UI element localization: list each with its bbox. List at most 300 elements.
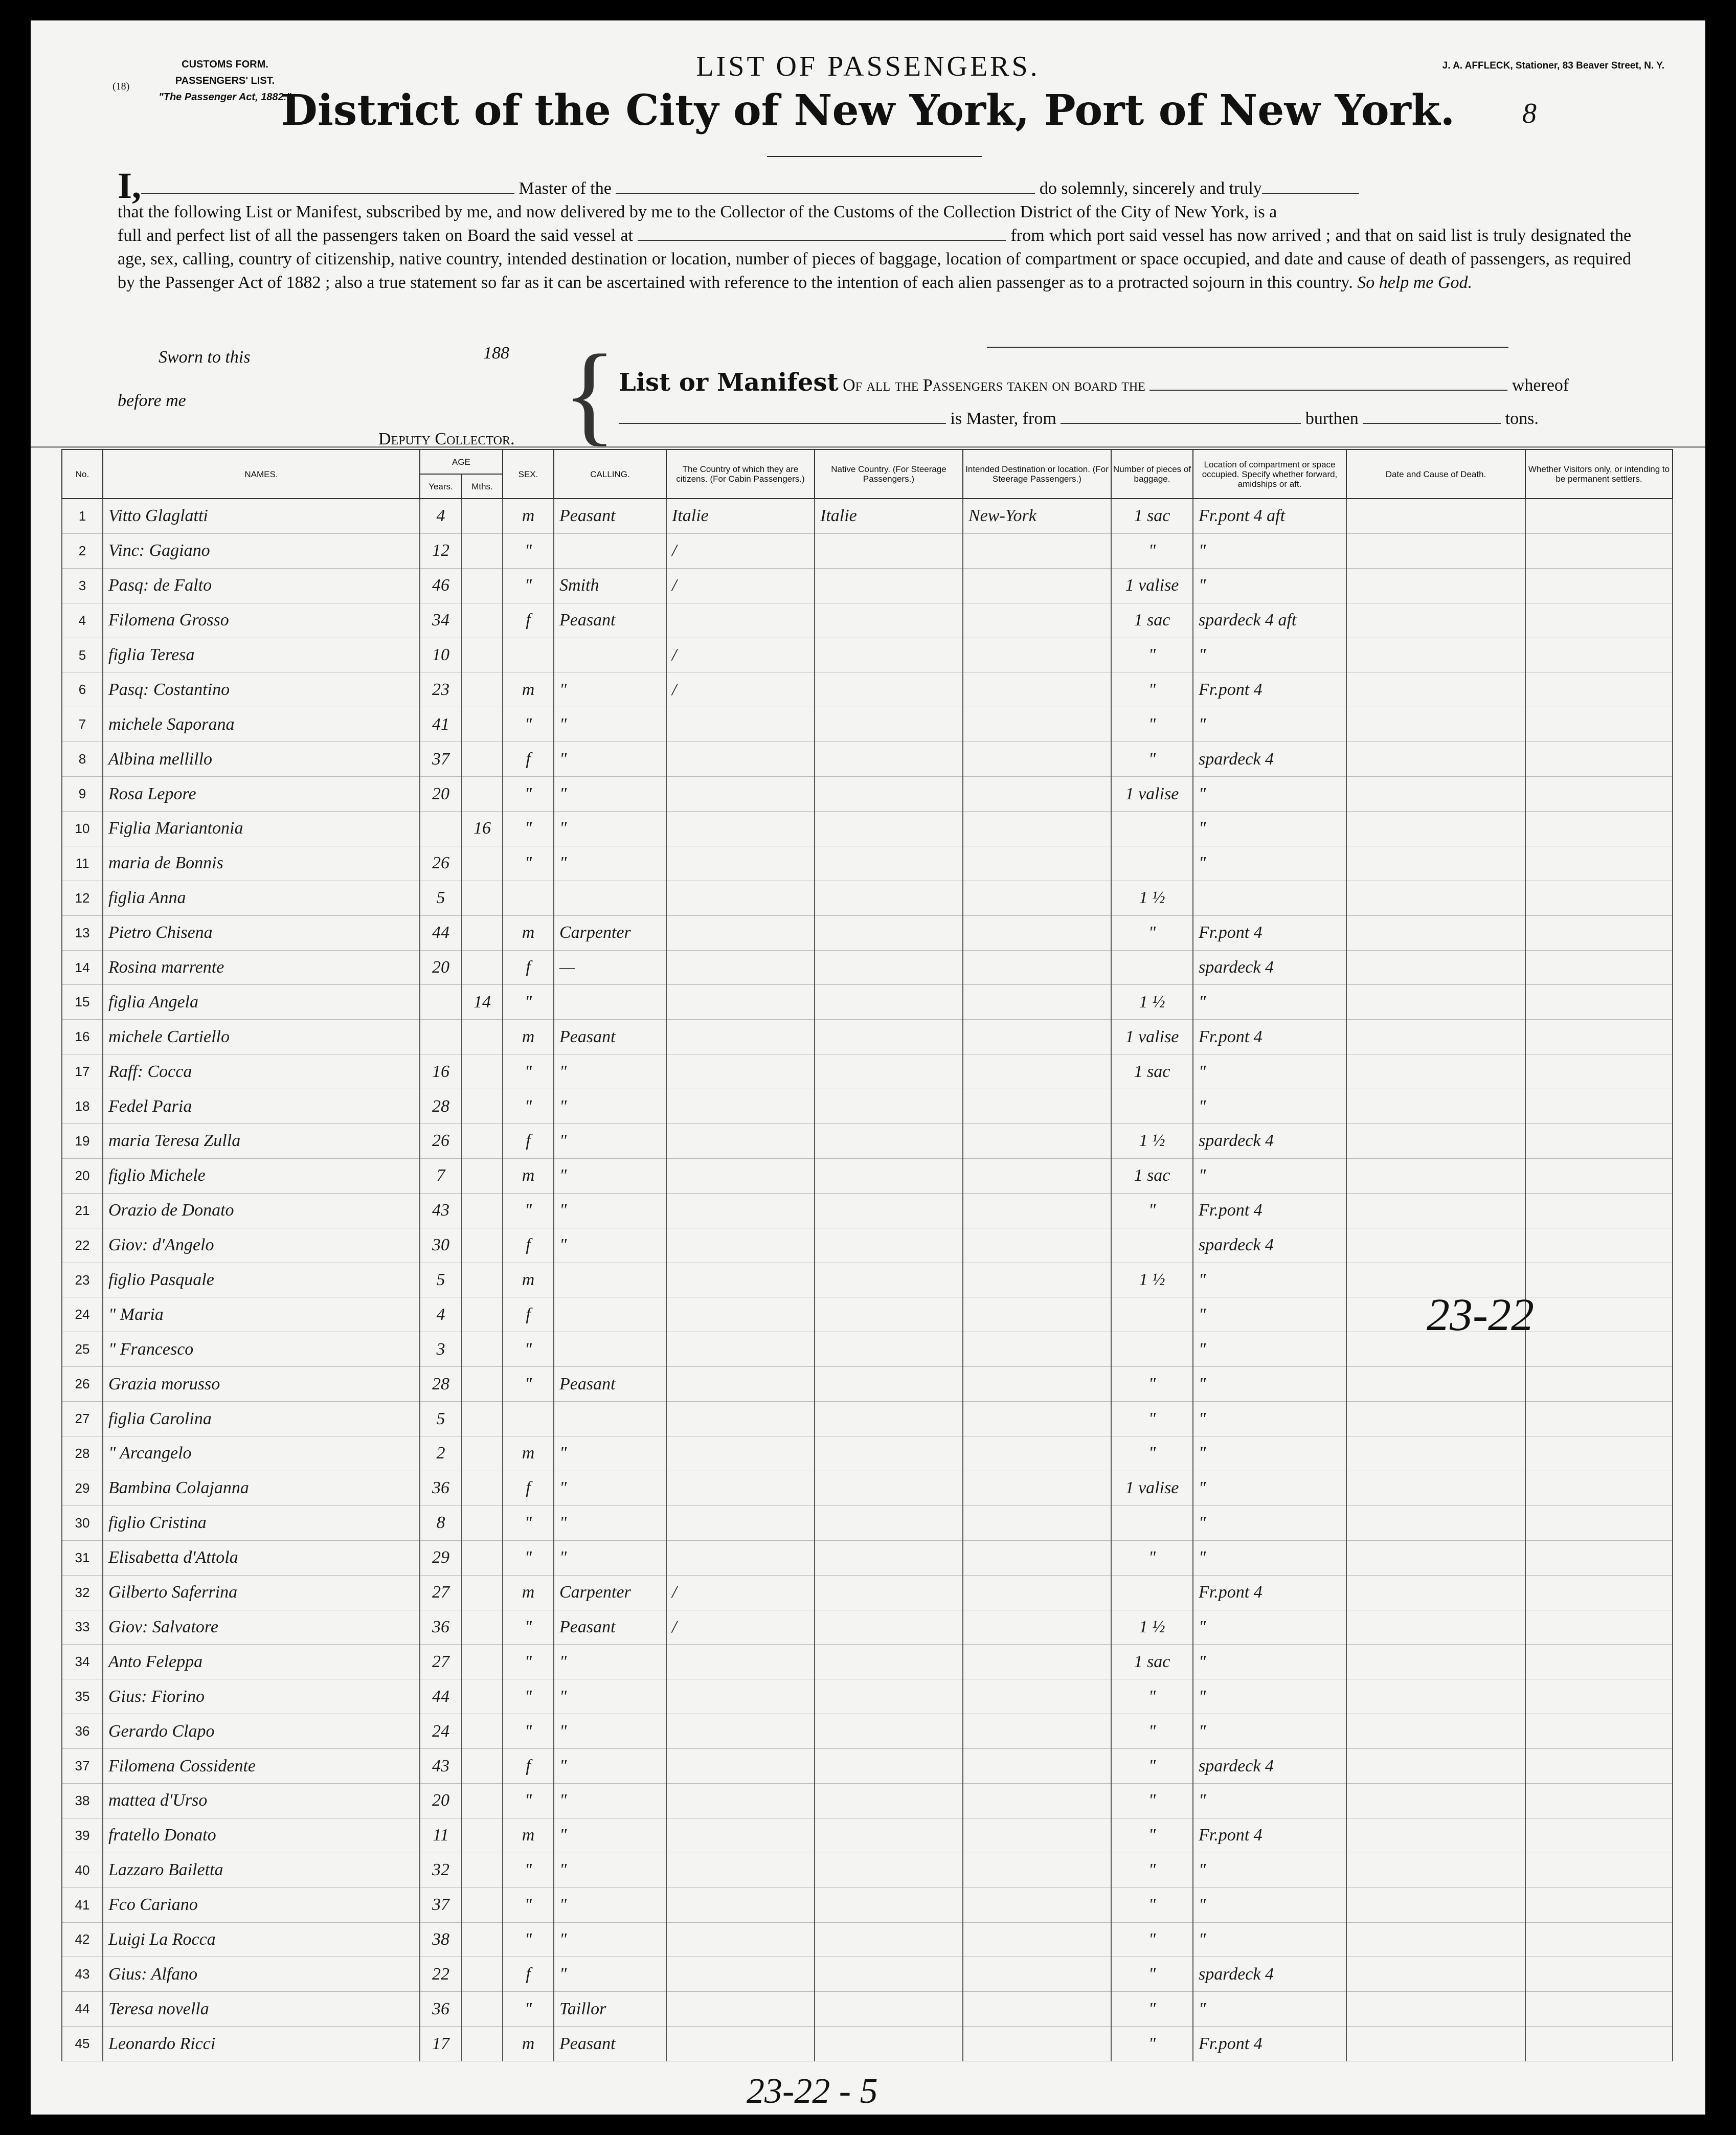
cell-empty	[1346, 846, 1525, 881]
stationer-imprint: J. A. AFFLECK, Stationer, 83 Beaver Street, N. Y.	[1442, 60, 1664, 71]
cell-empty	[1525, 1020, 1673, 1054]
table-row	[62, 881, 1673, 915]
table-row	[62, 915, 1673, 950]
cell-sex: "	[503, 1887, 554, 1922]
cell-years: 34	[420, 603, 462, 638]
cell-sex: m	[503, 1575, 554, 1610]
cell-bag: "	[1111, 1749, 1193, 1784]
cell-citizen	[666, 985, 815, 1020]
table-row	[62, 1020, 1673, 1054]
cell-comp: "	[1193, 1297, 1346, 1332]
cell-years: 5	[420, 881, 462, 915]
cell-citizen	[666, 950, 815, 985]
cell-name: Raff: Cocca	[103, 1054, 420, 1089]
cell-no: 41	[62, 1887, 103, 1922]
cell-comp: Fr.pont 4	[1193, 672, 1346, 707]
cell-native	[815, 950, 963, 985]
cell-no: 15	[62, 985, 103, 1020]
cell-sex: f	[503, 1297, 554, 1332]
cell-comp: "	[1193, 1992, 1346, 2027]
cell-name: Figlia Mariantonia	[103, 812, 420, 846]
cell-calling: Carpenter	[554, 915, 666, 950]
cell-name: figlia Carolina	[103, 1402, 420, 1436]
cell-dest	[963, 1957, 1111, 1992]
title-rule	[767, 156, 982, 157]
port-blank	[638, 239, 1006, 241]
cell-comp: spardeck 4	[1193, 1124, 1346, 1159]
cell-no: 27	[62, 1402, 103, 1436]
cell-empty	[1525, 1193, 1673, 1228]
cell-bag: "	[1111, 707, 1193, 742]
cell-name: Teresa novella	[103, 1992, 420, 2027]
cell-name: Rosina marrente	[103, 950, 420, 985]
cell-years: 27	[420, 1575, 462, 1610]
cell-calling: "	[554, 1853, 666, 1887]
table-row	[62, 1367, 1673, 1402]
cell-no: 17	[62, 1054, 103, 1089]
cell-calling: "	[554, 846, 666, 881]
cell-sex: "	[503, 1679, 554, 1714]
table-row	[62, 1402, 1673, 1436]
cell-native	[815, 1957, 963, 1992]
cell-empty	[1525, 1645, 1673, 1679]
cell-native	[815, 1020, 963, 1054]
cell-citizen	[666, 1471, 815, 1505]
cell-native	[815, 1887, 963, 1922]
cell-native	[815, 812, 963, 846]
cell-bag: "	[1111, 742, 1193, 777]
cell-sex: "	[503, 985, 554, 1020]
cell-native	[815, 1402, 963, 1436]
cell-comp: Fr.pont 4	[1193, 2027, 1346, 2061]
cell-empty	[1525, 1367, 1673, 1402]
cell-months	[462, 1575, 503, 1610]
page-number: 8	[1522, 98, 1537, 129]
cell-empty	[1346, 1645, 1525, 1679]
cell-sex: m	[503, 1158, 554, 1193]
cell-years: 17	[420, 2027, 462, 2061]
cell-name: Luigi La Rocca	[103, 1922, 420, 1957]
cell-no: 31	[62, 1540, 103, 1575]
cell-no: 7	[62, 707, 103, 742]
cell-months	[462, 1297, 503, 1332]
cell-citizen	[666, 1957, 815, 1992]
cell-no: 36	[62, 1714, 103, 1749]
cell-months	[462, 533, 503, 568]
passenger-table	[61, 449, 1673, 2061]
cell-dest	[963, 1089, 1111, 1124]
cell-comp: spardeck 4 aft	[1193, 603, 1346, 638]
whereof-label: whereof	[1512, 376, 1569, 395]
cell-comp: "	[1193, 1679, 1346, 1714]
cell-citizen	[666, 881, 815, 915]
cell-empty	[1525, 742, 1673, 777]
cell-comp: "	[1193, 1402, 1346, 1436]
manifest-line	[619, 368, 1569, 397]
of-all-label: Of all the Passengers taken on board the	[843, 376, 1145, 395]
cell-calling: "	[554, 707, 666, 742]
cell-sex: f	[503, 742, 554, 777]
cell-calling	[554, 1263, 666, 1297]
table-row	[62, 1436, 1673, 1471]
cell-bag	[1111, 812, 1193, 846]
cell-dest	[963, 846, 1111, 881]
col-age: AGE	[420, 450, 503, 474]
cell-months	[462, 1505, 503, 1540]
cell-citizen	[666, 1436, 815, 1471]
cell-bag	[1111, 1297, 1193, 1332]
cell-citizen: /	[666, 672, 815, 707]
cell-name: Lazzaro Bailetta	[103, 1853, 420, 1887]
cell-citizen	[666, 1402, 815, 1436]
table-row	[62, 1957, 1673, 1992]
cell-no: 40	[62, 1853, 103, 1887]
cell-citizen	[666, 1645, 815, 1679]
cell-bag: 1 ½	[1111, 1263, 1193, 1297]
cell-bag: "	[1111, 1193, 1193, 1228]
cell-months	[462, 1089, 503, 1124]
cell-bag: "	[1111, 1540, 1193, 1575]
cell-dest	[963, 950, 1111, 985]
cell-years: 28	[420, 1367, 462, 1402]
cell-comp: "	[1193, 707, 1346, 742]
cell-bag: "	[1111, 1367, 1193, 1402]
cell-sex: "	[503, 1193, 554, 1228]
cell-bag: "	[1111, 2027, 1193, 2061]
cell-citizen	[666, 1054, 815, 1089]
cell-empty	[1346, 1540, 1525, 1575]
cell-comp: Fr.pont 4	[1193, 1818, 1346, 1853]
cell-name: Albina mellillo	[103, 742, 420, 777]
cell-dest	[963, 881, 1111, 915]
cell-empty	[1346, 1818, 1525, 1853]
cell-name: Bambina Colajanna	[103, 1471, 420, 1505]
cell-months	[462, 707, 503, 742]
cell-calling: "	[554, 777, 666, 812]
cell-native	[815, 777, 963, 812]
cell-years: 44	[420, 1679, 462, 1714]
cell-empty	[1525, 1089, 1673, 1124]
cell-sex: m	[503, 1263, 554, 1297]
cell-citizen: /	[666, 1610, 815, 1645]
cell-name: Filomena Grosso	[103, 603, 420, 638]
cell-dest	[963, 1783, 1111, 1818]
cell-bag: "	[1111, 1402, 1193, 1436]
cell-sex: "	[503, 1992, 554, 2027]
deputy-collector-label: Deputy Collector.	[378, 430, 515, 448]
cell-dest	[963, 1575, 1111, 1610]
cell-empty	[1525, 1818, 1673, 1853]
cell-months	[462, 1957, 503, 1992]
cell-calling	[554, 533, 666, 568]
cell-sex: "	[503, 1054, 554, 1089]
cell-bag	[1111, 1228, 1193, 1263]
cell-no: 20	[62, 1158, 103, 1193]
cell-native	[815, 1054, 963, 1089]
col-sex: SEX.	[503, 450, 554, 499]
cell-empty	[1346, 950, 1525, 985]
cell-empty	[1346, 568, 1525, 603]
cell-dest	[963, 1228, 1111, 1263]
cell-sex: "	[503, 1367, 554, 1402]
cell-empty	[1525, 1054, 1673, 1089]
cell-bag	[1111, 950, 1193, 985]
cell-dest	[963, 1124, 1111, 1159]
table-row	[62, 742, 1673, 777]
cell-bag: "	[1111, 638, 1193, 672]
cell-bag: 1 valise	[1111, 1471, 1193, 1505]
cell-years: 27	[420, 1645, 462, 1679]
vessel-blank	[1149, 389, 1507, 391]
master-name-blank	[141, 192, 514, 194]
cell-calling: "	[554, 1818, 666, 1853]
cell-citizen	[666, 742, 815, 777]
master-blank	[619, 422, 946, 424]
passenger-rows	[62, 499, 1673, 2061]
cell-dest	[963, 568, 1111, 603]
table-row	[62, 1575, 1673, 1610]
cell-months	[462, 1054, 503, 1089]
cell-dest	[963, 1749, 1111, 1784]
cell-no: 3	[62, 568, 103, 603]
cell-sex: "	[503, 1714, 554, 1749]
cell-months	[462, 638, 503, 672]
table-row	[62, 1853, 1673, 1887]
cell-comp: "	[1193, 1054, 1346, 1089]
cell-bag: 1 sac	[1111, 1054, 1193, 1089]
cell-years: 32	[420, 1853, 462, 1887]
cell-empty	[1346, 2027, 1525, 2061]
cell-native	[815, 915, 963, 950]
cell-name: Rosa Lepore	[103, 777, 420, 812]
cell-empty	[1525, 1505, 1673, 1540]
cell-years: 26	[420, 846, 462, 881]
cell-citizen	[666, 1297, 815, 1332]
table-row	[62, 1645, 1673, 1679]
cell-years: 20	[420, 950, 462, 985]
table-row	[62, 2027, 1673, 2061]
cell-empty	[1346, 638, 1525, 672]
cell-months	[462, 499, 503, 533]
cell-dest	[963, 707, 1111, 742]
cell-dest	[963, 1714, 1111, 1749]
cell-native	[815, 985, 963, 1020]
cell-empty	[1525, 1297, 1673, 1332]
cell-no: 30	[62, 1505, 103, 1540]
cell-name: Grazia morusso	[103, 1367, 420, 1402]
cell-years: 20	[420, 777, 462, 812]
cell-name: Giov: d'Angelo	[103, 1228, 420, 1263]
cell-citizen	[666, 915, 815, 950]
cell-citizen	[666, 1853, 815, 1887]
cell-bag	[1111, 1089, 1193, 1124]
cell-comp: "	[1193, 1540, 1346, 1575]
cell-comp: "	[1193, 1158, 1346, 1193]
cell-no: 34	[62, 1645, 103, 1679]
table-row	[62, 707, 1673, 742]
cell-dest	[963, 1610, 1111, 1645]
cell-years: 46	[420, 568, 462, 603]
cell-sex: "	[503, 1089, 554, 1124]
cell-months	[462, 1749, 503, 1784]
cell-name: " Arcangelo	[103, 1436, 420, 1471]
cell-months	[462, 1714, 503, 1749]
cell-name: Vinc: Gagiano	[103, 533, 420, 568]
cell-bag	[1111, 1332, 1193, 1367]
table-row	[62, 1714, 1673, 1749]
page-reference: (18)	[112, 81, 130, 92]
cell-comp: "	[1193, 1471, 1346, 1505]
cell-comp: "	[1193, 1367, 1346, 1402]
cell-months	[462, 742, 503, 777]
cell-citizen	[666, 1714, 815, 1749]
cell-empty	[1525, 1749, 1673, 1784]
sworn-label: Sworn to this	[159, 348, 251, 367]
cell-citizen	[666, 603, 815, 638]
cell-months	[462, 881, 503, 915]
cell-bag	[1111, 846, 1193, 881]
cell-sex	[503, 881, 554, 915]
cell-empty	[1525, 499, 1673, 533]
cell-no: 23	[62, 1263, 103, 1297]
cell-years: 26	[420, 1124, 462, 1159]
before-me-label: before me	[118, 391, 186, 410]
cell-empty	[1346, 603, 1525, 638]
cell-empty	[1346, 1505, 1525, 1540]
cell-empty	[1525, 1124, 1673, 1159]
cell-calling: "	[554, 1436, 666, 1471]
cell-comp: "	[1193, 1714, 1346, 1749]
cell-name: " Maria	[103, 1297, 420, 1332]
is-master-label: is Master, from	[950, 409, 1056, 428]
cell-name: Pasq: Costantino	[103, 672, 420, 707]
cell-comp	[1193, 881, 1346, 915]
table-row	[62, 568, 1673, 603]
margin-annotation: 23-22	[1427, 1290, 1534, 1340]
col-baggage: Number of pieces of baggage.	[1111, 450, 1193, 499]
cell-empty	[1525, 1575, 1673, 1610]
cell-comp: "	[1193, 1610, 1346, 1645]
cell-citizen	[666, 846, 815, 881]
cell-sex: "	[503, 1922, 554, 1957]
cell-empty	[1525, 950, 1673, 985]
cell-sex: "	[503, 777, 554, 812]
cell-months	[462, 1922, 503, 1957]
table-row	[62, 499, 1673, 533]
cell-dest	[963, 1645, 1111, 1679]
cell-no: 29	[62, 1471, 103, 1505]
cell-sex: "	[503, 1332, 554, 1367]
cell-dest	[963, 603, 1111, 638]
cell-months	[462, 568, 503, 603]
cell-months	[462, 1818, 503, 1853]
cell-native	[815, 1228, 963, 1263]
cell-years: 37	[420, 1887, 462, 1922]
cell-bag: 1 sac	[1111, 1158, 1193, 1193]
cell-calling	[554, 1402, 666, 1436]
cell-citizen	[666, 1367, 815, 1402]
cell-empty	[1525, 672, 1673, 707]
cell-comp: spardeck 4	[1193, 1228, 1346, 1263]
cell-citizen	[666, 1887, 815, 1922]
cell-sex: m	[503, 1436, 554, 1471]
cell-bag: 1 sac	[1111, 499, 1193, 533]
cell-months	[462, 1332, 503, 1367]
cell-sex: "	[503, 1505, 554, 1540]
cell-empty	[1346, 1124, 1525, 1159]
cell-citizen	[666, 1263, 815, 1297]
cell-comp: "	[1193, 777, 1346, 812]
cell-years: 10	[420, 638, 462, 672]
cell-sex: m	[503, 2027, 554, 2061]
cell-native	[815, 1783, 963, 1818]
cell-native	[815, 1263, 963, 1297]
cell-months	[462, 2027, 503, 2061]
cell-citizen: /	[666, 533, 815, 568]
cell-calling: Peasant	[554, 499, 666, 533]
cell-calling: "	[554, 1193, 666, 1228]
cell-calling: "	[554, 1505, 666, 1540]
cell-empty	[1525, 1887, 1673, 1922]
cell-comp: spardeck 4	[1193, 742, 1346, 777]
cell-comp: "	[1193, 1645, 1346, 1679]
cell-years: 36	[420, 1610, 462, 1645]
cell-months	[462, 1367, 503, 1402]
cell-bag: 1 sac	[1111, 1645, 1193, 1679]
cell-bag: "	[1111, 533, 1193, 568]
cell-years: 3	[420, 1332, 462, 1367]
cell-empty	[1525, 985, 1673, 1020]
cell-years: 4	[420, 499, 462, 533]
cell-months	[462, 1158, 503, 1193]
cell-native	[815, 638, 963, 672]
cell-bag: "	[1111, 1853, 1193, 1887]
cell-bag: "	[1111, 1818, 1193, 1853]
cell-years: 30	[420, 1228, 462, 1263]
cell-bag: "	[1111, 1714, 1193, 1749]
cell-years: 24	[420, 1714, 462, 1749]
cell-calling: Peasant	[554, 1020, 666, 1054]
cell-bag: 1 sac	[1111, 603, 1193, 638]
cell-empty	[1525, 1436, 1673, 1471]
cell-dest	[963, 812, 1111, 846]
table-row	[62, 777, 1673, 812]
cell-bag: "	[1111, 915, 1193, 950]
cell-sex: m	[503, 915, 554, 950]
cell-empty	[1346, 881, 1525, 915]
cell-citizen: /	[666, 568, 815, 603]
cell-name: " Francesco	[103, 1332, 420, 1367]
cell-empty	[1346, 1887, 1525, 1922]
cell-name: Orazio de Donato	[103, 1193, 420, 1228]
cell-native	[815, 1089, 963, 1124]
cell-bag: 1 valise	[1111, 1020, 1193, 1054]
cell-calling: "	[554, 1124, 666, 1159]
cell-comp: "	[1193, 1922, 1346, 1957]
table-row	[62, 1749, 1673, 1784]
table-row	[62, 846, 1673, 881]
cell-native	[815, 1505, 963, 1540]
cell-months	[462, 777, 503, 812]
customs-form-line: CUSTOMS FORM.	[182, 59, 268, 70]
cell-no: 19	[62, 1124, 103, 1159]
cell-calling: "	[554, 812, 666, 846]
cell-native	[815, 1540, 963, 1575]
cell-native	[815, 1853, 963, 1887]
cell-citizen	[666, 1193, 815, 1228]
cell-sex: f	[503, 1471, 554, 1505]
declaration-line-3a: full and perfect list of all the passengers taken on Board the said vessel at	[118, 226, 633, 245]
